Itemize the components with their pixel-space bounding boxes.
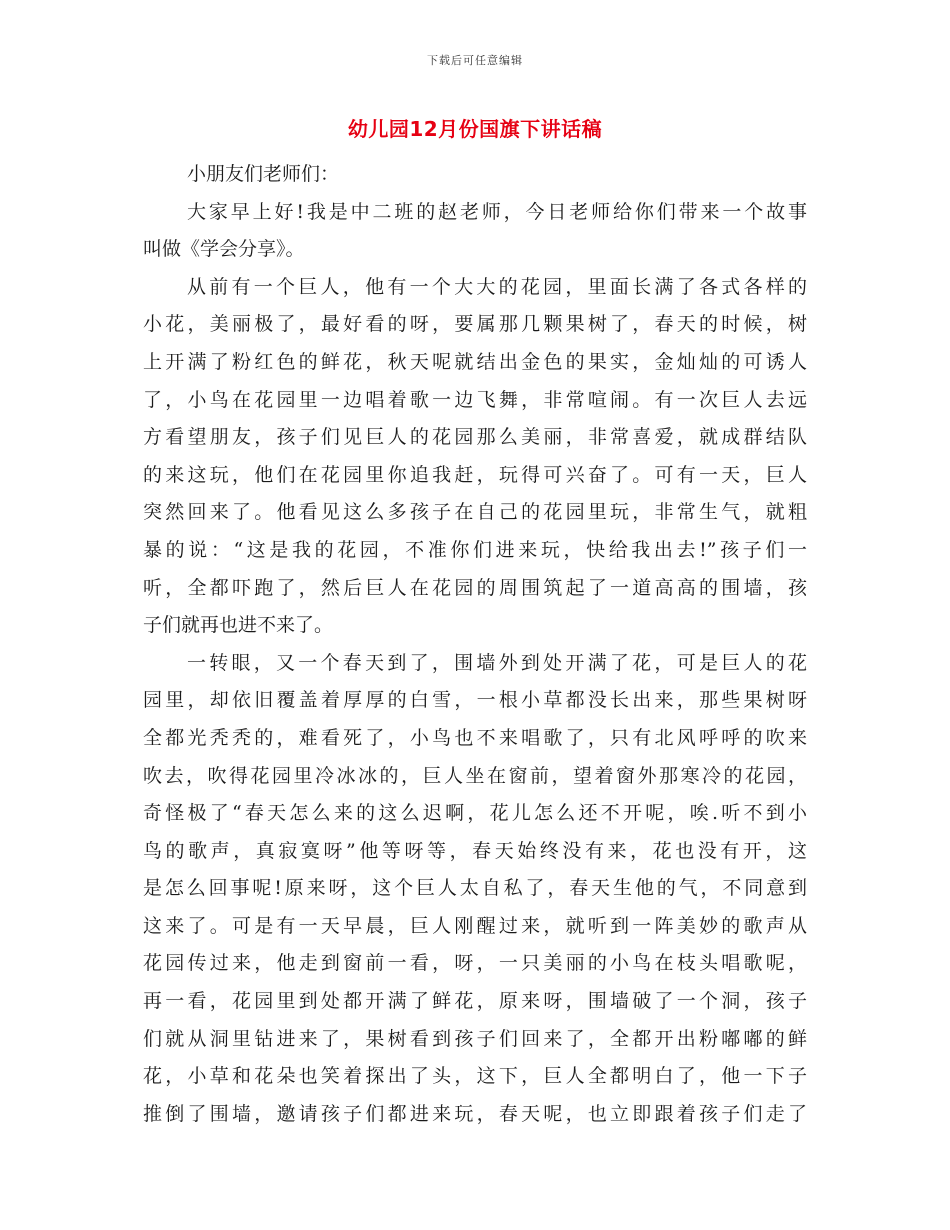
text-line: 再一看，花园里到处都开满了鲜花，原来呀，围墙破了一个洞，孩子 — [143, 990, 807, 1013]
text-line: 从前有一个巨人，他有一个大大的花园，里面长满了各式各样的 — [187, 275, 807, 298]
text-line: 了，小鸟在花园里一边唱着歌一边飞舞，非常喧闹。有一次巨人去远 — [143, 388, 807, 411]
text-line: 一转眼，又一个春天到了，围墙外到处开满了花，可是巨人的花 — [187, 651, 807, 674]
document-title: 幼儿园12月份国旗下讲话稿 — [347, 117, 603, 141]
text-line: 大家早上好!我是中二班的赵老师，今日老师给你们带来一个故事 — [187, 200, 807, 223]
text-line: 是怎么回事呢!原来呀，这个巨人太自私了，春天生他的气，不同意到 — [143, 877, 807, 900]
text-line: 们就从洞里钻进来了，果树看到孩子们回来了，全都开出粉嘟嘟的鲜 — [143, 1027, 807, 1050]
text-line: 小花，美丽极了，最好看的呀，要属那几颗果树了，春天的时候，树 — [143, 313, 807, 336]
text-line: 上开满了粉红色的鲜花，秋天呢就结出金色的果实，金灿灿的可诱人 — [143, 350, 807, 373]
text-line: 花，小草和花朵也笑着探出了头，这下，巨人全都明白了，他一下子 — [143, 1065, 807, 1088]
text-line: 全都光秃秃的，难看死了，小鸟也不来唱歌了，只有北风呼呼的吹来 — [143, 726, 807, 749]
text-line: 小朋友们老师们： — [187, 163, 340, 185]
text-line: 突然回来了。他看见这么多孩子在自己的花园里玩，非常生气，就粗 — [143, 501, 807, 524]
text-line: 听，全都吓跑了，然后巨人在花园的周围筑起了一道高高的围墙，孩 — [143, 576, 807, 599]
text-line: 花园传过来，他走到窗前一看，呀，一只美丽的小鸟在枝头唱歌呢， — [143, 952, 807, 975]
text-line: 推倒了围墙，邀请孩子们都进来玩，春天呢，也立即跟着孩子们走了 — [143, 1102, 807, 1125]
text-line: 的来这玩，他们在花园里你追我赶，玩得可兴奋了。可有一天，巨人 — [143, 463, 807, 486]
text-line: 鸟的歌声，真寂寞呀”他等呀等，春天始终没有来，花也没有开，这 — [143, 839, 807, 862]
text-line: 子们就再也进不来了。 — [143, 614, 334, 637]
text-line: 方看望朋友，孩子们见巨人的花园那么美丽，非常喜爱，就成群结队 — [143, 426, 807, 449]
text-line: 暴的说：“这是我的花园，不准你们进来玩，快给我出去!”孩子们一 — [143, 538, 807, 561]
text-line: 叫做《学会分享》。 — [143, 238, 305, 261]
text-line: 这来了。可是有一天早晨，巨人刚醒过来，就听到一阵美妙的歌声从 — [143, 914, 807, 937]
text-line: 奇怪极了“春天怎么来的这么迟啊，花儿怎么还不开呢，唉.听不到小 — [143, 802, 807, 825]
header-note: 下载后可任意编辑 — [427, 54, 523, 67]
text-line: 吹去，吹得花园里冷冰冰的，巨人坐在窗前，望着窗外那寒冷的花园， — [143, 764, 807, 787]
body-text — [143, 156, 807, 1133]
text-line: 园里，却依旧覆盖着厚厚的白雪，一根小草都没长出来，那些果树呀 — [143, 689, 807, 712]
